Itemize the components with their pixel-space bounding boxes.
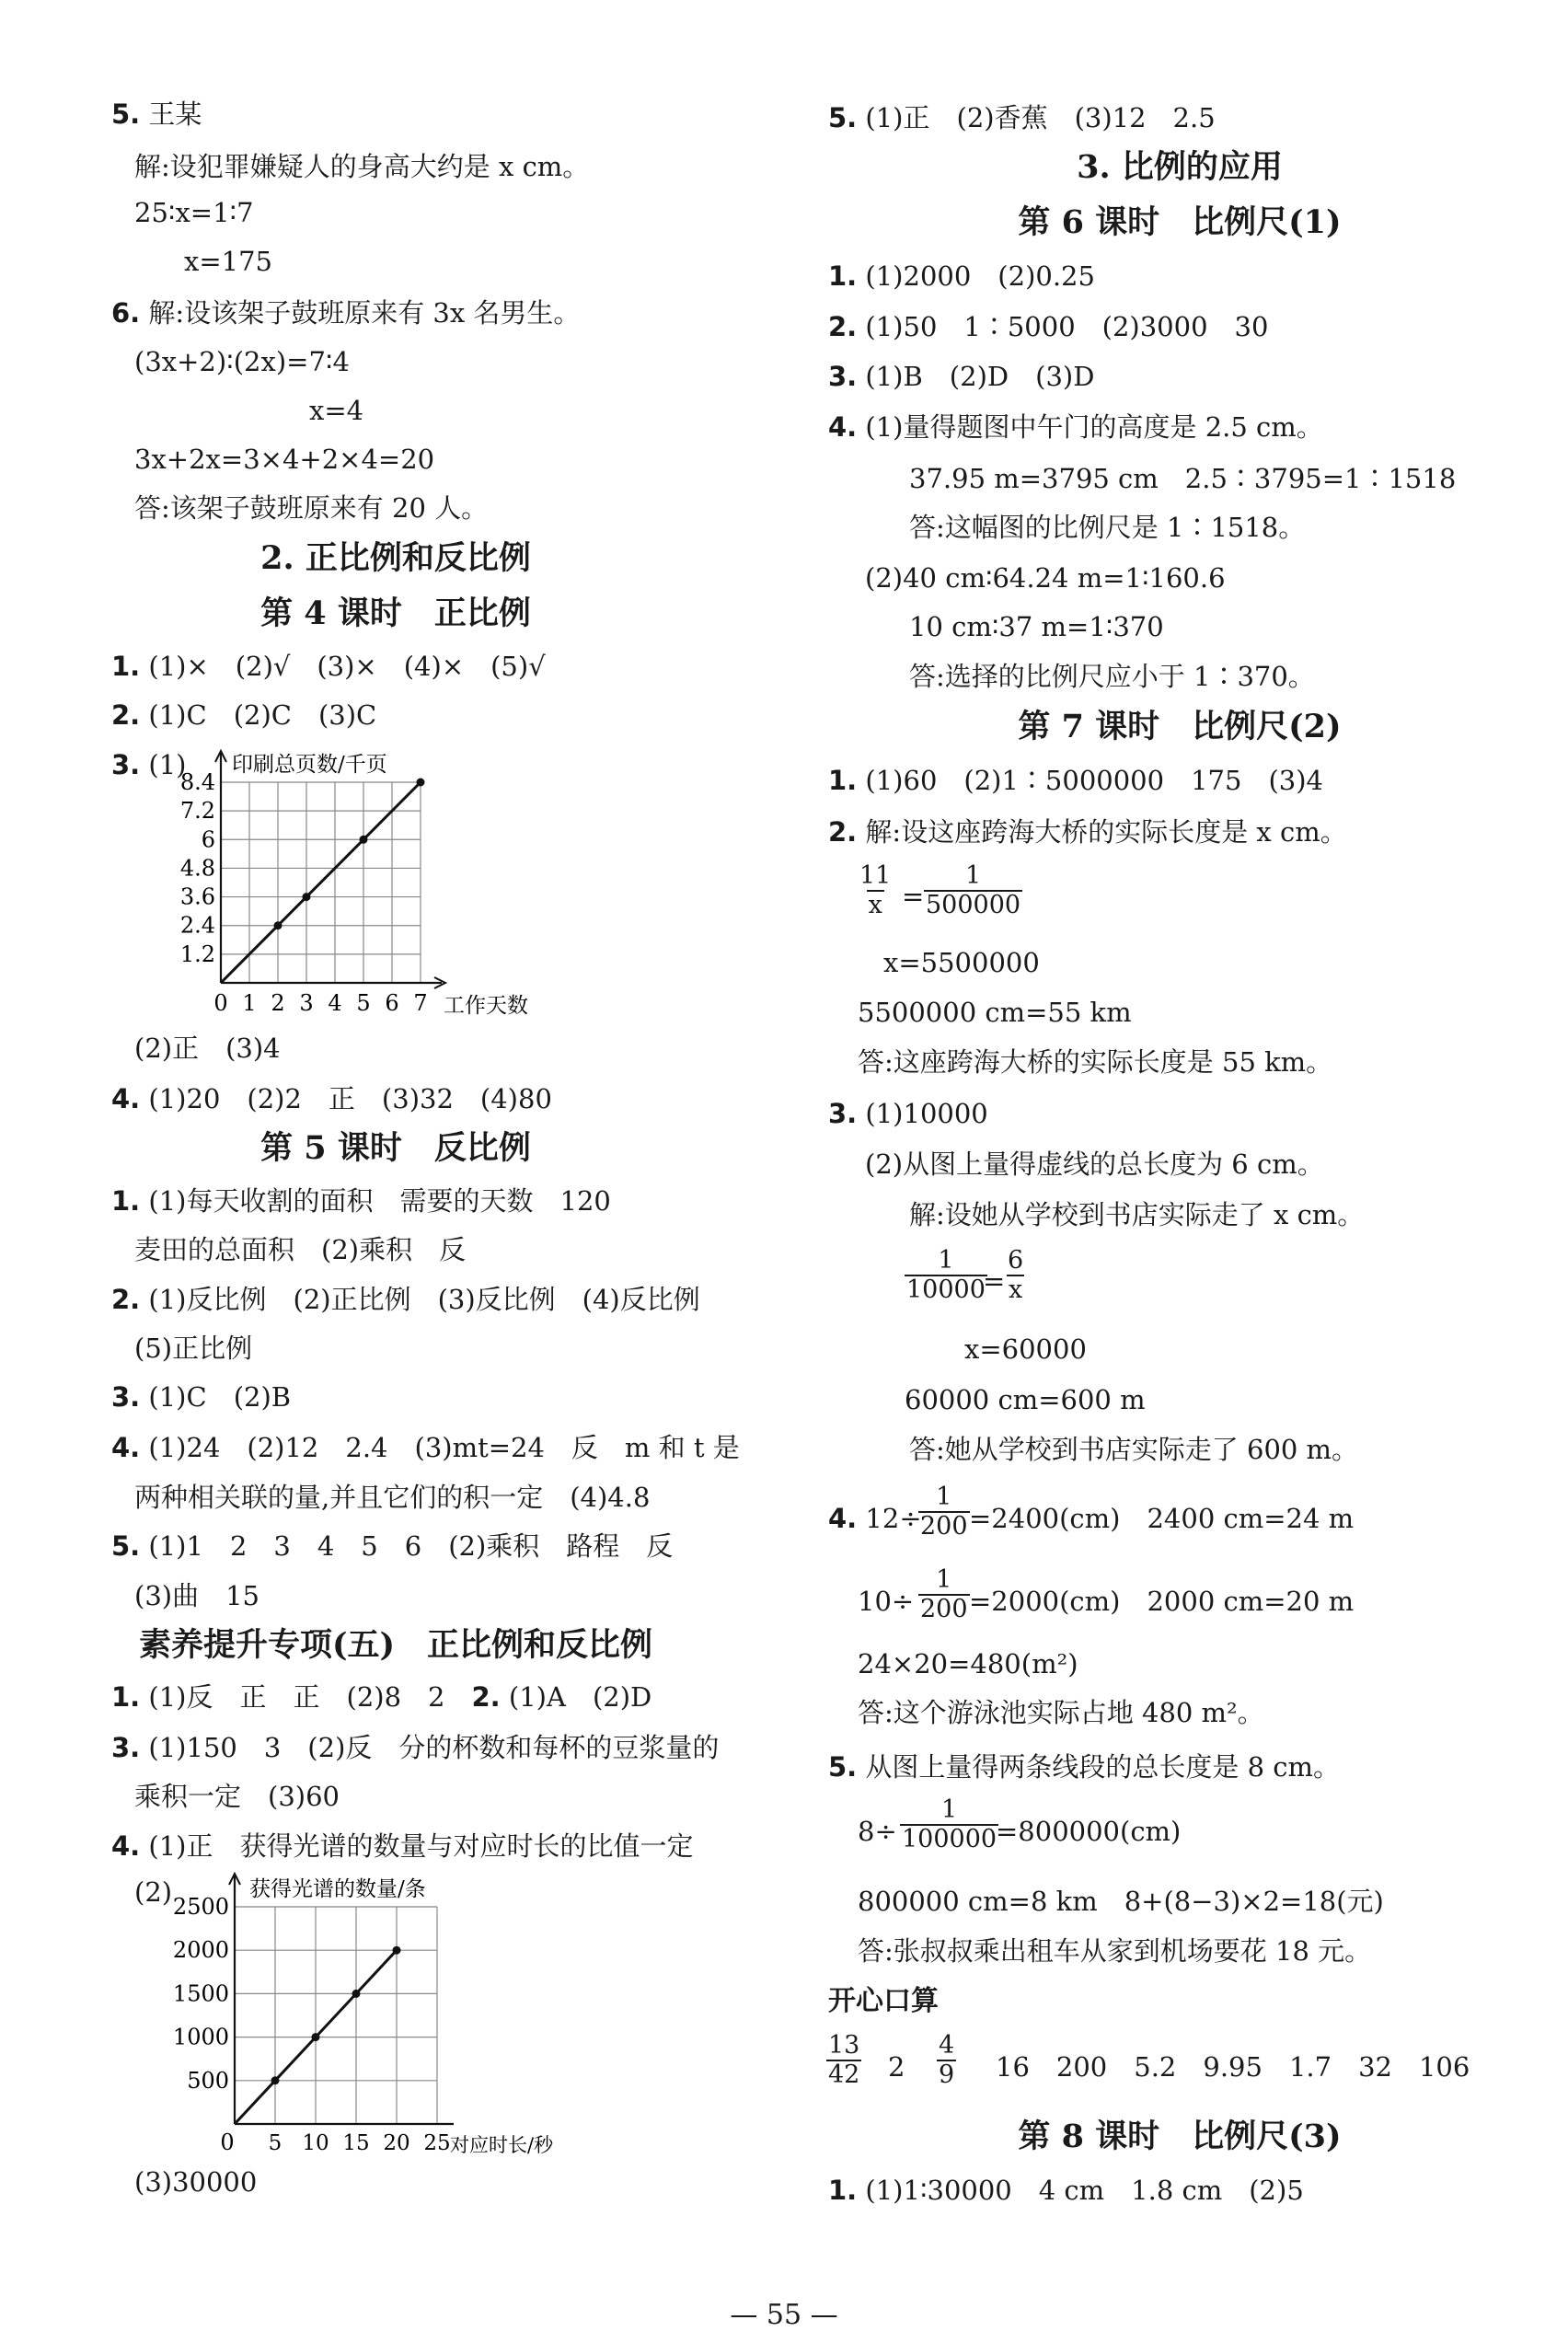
- lesson-7-heading: 第 7 课时 比例尺(2): [1018, 708, 1342, 745]
- chart-printing-pages: [166, 745, 571, 1021]
- l7-q3-eq2: x=60000: [964, 1333, 1087, 1365]
- data-point: [360, 836, 368, 844]
- l7-q5: 5. 从图上量得两条线段的总长度是 8 cm。: [828, 1751, 1341, 1783]
- x-axis-label: 工作天数: [444, 994, 528, 1018]
- y-tick-label: 8.4: [179, 769, 215, 795]
- l6-q4-l2: 37.95 m=3795 cm 2.5∶3795=1∶1518: [909, 463, 1457, 494]
- l4-q3-after: (2)正 (3)4: [134, 1033, 281, 1064]
- l6-q1: 1. (1)2000 (2)0.25: [828, 260, 1095, 292]
- l7-q5-answer: 答:张叔叔乘出租车从家到机场要花 18 元。: [858, 1935, 1372, 1967]
- sp-q1-q2: 1. (1)反 正 正 (2)8 2 2. (1)A (2)D: [111, 1681, 652, 1713]
- l7-q2-eq2: x=5500000: [883, 947, 1040, 978]
- q5-answer: 王某: [148, 98, 202, 130]
- mental-math-title: 开心口算: [828, 1985, 939, 2017]
- x-tick-label: 7: [413, 990, 428, 1016]
- x-tick-label: 25: [423, 2131, 451, 2155]
- special-topic-heading: 素养提升专项(五) 正比例和反比例: [138, 1626, 653, 1664]
- chart-spectrum-count: [161, 1868, 554, 2156]
- r-q5: 5. (1)正 (2)香蕉 (3)12 2.5: [828, 102, 1216, 133]
- x-tick-label: 6: [385, 990, 399, 1016]
- l7-q4-b2: =2000(cm) 2000 cm=20 m: [969, 1586, 1355, 1617]
- q5-eq1: 25∶x=1∶7: [134, 197, 254, 228]
- x-tick-label: 5: [268, 2131, 282, 2155]
- l7-q2-answer: 答:这座跨海大桥的实际长度是 55 km。: [858, 1046, 1333, 1078]
- x-tick-label: 2: [271, 990, 285, 1016]
- l5-q5: 5. (1)1 2 3 4 5 6 (2)乘积 路程 反: [111, 1530, 674, 1562]
- l6-q4-l3: 答:这幅图的比例尺是 1∶1518。: [909, 512, 1306, 543]
- x-tick-label: 4: [328, 990, 342, 1016]
- q6-eq2: x=4: [309, 395, 364, 426]
- l7-q3-answer: 答:她从学校到书店实际走了 600 m。: [909, 1434, 1359, 1465]
- q6-line: 6. 解:设该架子鼓班原来有 3x 名男生。: [111, 297, 581, 329]
- y-tick-label: 1000: [172, 2024, 229, 2050]
- l7-q4-frac-a: $\frac{1}{200}$: [920, 1483, 968, 1541]
- l7-q1: 1. (1)60 (2)1∶5000000 175 (3)4: [828, 765, 1323, 796]
- x-axis-label: 对应时长/秒: [450, 2134, 554, 2156]
- l4-q4: 4. (1)20 (2)2 正 (3)32 (4)80: [111, 1083, 552, 1114]
- lesson-5-heading: 第 5 课时 反比例: [260, 1129, 531, 1167]
- data-point: [312, 2033, 320, 2041]
- l7-q5-frac: $\frac{1}{100000}$: [902, 1795, 997, 1853]
- l5-q1-cont: 麦田的总面积 (2)乘积 反: [134, 1234, 467, 1265]
- l7-q2-frac1: $\frac{11}{x}$: [859, 861, 892, 919]
- series-line: [221, 782, 421, 983]
- l5-q4-cont: 两种相关联的量,并且它们的积一定 (4)4.8: [134, 1482, 651, 1513]
- section-heading-3: 3. 比例的应用: [1077, 148, 1283, 186]
- l5-q3: 3. (1)C (2)B: [111, 1381, 292, 1413]
- x-tick-label: 0: [213, 990, 228, 1016]
- lesson-4-heading: 第 4 课时 正比例: [260, 594, 531, 632]
- sp-q4-after: (3)30000: [134, 2166, 258, 2198]
- y-tick-label: 1500: [172, 1980, 229, 2007]
- l7-q4-answer: 答:这个游泳池实际占地 480 m²。: [858, 1697, 1264, 1728]
- x-tick-label: 5: [356, 990, 371, 1016]
- l7-q2-eq3: 5500000 cm=55 km: [858, 997, 1132, 1028]
- l7-q5-a2: =800000(cm): [996, 1816, 1182, 1847]
- l4-q3: 3. (1): [111, 749, 187, 780]
- sp-q3-cont: 乘积一定 (3)60: [134, 1781, 340, 1812]
- y-tick-label: 4.8: [179, 855, 215, 882]
- l7-q4-a2: =2400(cm) 2400 cm=24 m: [969, 1503, 1355, 1534]
- q5-solution: 解:设犯罪嫌疑人的身高大约是 x cm。: [134, 151, 590, 182]
- section-heading-2: 2. 正比例和反比例: [260, 539, 531, 577]
- mental-rest: 16 200 5.2 9.95 1.7 32 106: [996, 2051, 1470, 2083]
- x-tick-label: 20: [383, 2131, 410, 2155]
- lesson-6-heading: 第 6 课时 比例尺(1): [1018, 203, 1342, 241]
- sp-q4: 4. (1)正 获得光谱的数量与对应时长的比值一定: [111, 1830, 694, 1862]
- q6-answer: 答:该架子鼓班原来有 20 人。: [134, 492, 489, 524]
- l7-q2: 2. 解:设这座跨海大桥的实际长度是 x cm。: [828, 816, 1347, 848]
- y-axis-label: 印刷总页数/千页: [232, 753, 387, 777]
- lesson-8-heading: 第 8 课时 比例尺(3): [1018, 2118, 1342, 2155]
- y-tick-label: 7.2: [179, 798, 215, 825]
- l7-q3-l2: (2)从图上量得虚线的总长度为 6 cm。: [865, 1148, 1324, 1180]
- l5-q2-cont: (5)正比例: [134, 1333, 253, 1364]
- q5-eq2: x=175: [184, 246, 273, 277]
- mental-v1: 2: [888, 2051, 905, 2083]
- q6-eq3: 3x+2x=3×4+2×4=20: [134, 444, 435, 475]
- origin-label: 0: [220, 2129, 235, 2155]
- y-axis-label: 获得光谱的数量/条: [249, 1877, 426, 1901]
- l5-q5-cont: (3)曲 15: [134, 1580, 259, 1611]
- l7-q5-b: 800000 cm=8 km 8+(8−3)×2=18(元): [858, 1886, 1384, 1917]
- l7-q3-l3: 解:设她从学校到书店实际走了 x cm。: [909, 1199, 1365, 1230]
- l4-q1: 1. (1)× (2)√ (3)× (4)× (5)√: [111, 651, 546, 682]
- page-number: — 55 —: [730, 2299, 838, 2331]
- l7-q2-frac2: $\frac{1}{500000}$: [926, 861, 1021, 919]
- l7-q3-eq3: 60000 cm=600 m: [905, 1384, 1146, 1415]
- y-tick-label: 1.2: [179, 941, 215, 967]
- l6-q4: 4. (1)量得题图中午门的高度是 2.5 cm。: [828, 411, 1323, 443]
- y-tick-label: 6: [201, 826, 215, 853]
- data-point: [393, 1946, 401, 1955]
- y-tick-label: 2500: [172, 1894, 229, 1920]
- l8-q1: 1. (1)1∶30000 4 cm 1.8 cm (2)5: [828, 2175, 1304, 2206]
- l7-q3: 3. (1)10000: [828, 1098, 988, 1129]
- mental-frac2: $\frac{4}{9}$: [939, 2031, 955, 2089]
- l7-q4-c: 24×20=480(m²): [858, 1648, 1078, 1679]
- sp-q3: 3. (1)150 3 (2)反 分的杯数和每杯的豆浆量的: [111, 1732, 720, 1763]
- l6-q4-l6: 答:选择的比例尺应小于 1∶370。: [909, 661, 1315, 692]
- l7-q3-frac1: $\frac{1}{10000}$: [906, 1246, 986, 1304]
- l6-q4-l4: (2)40 cm∶64.24 m=1∶160.6: [865, 562, 1226, 594]
- l7-q5-a1: 8÷: [858, 1816, 897, 1847]
- x-tick-label: 1: [242, 990, 257, 1016]
- l6-q2: 2. (1)50 1∶5000 (2)3000 30: [828, 311, 1269, 342]
- l5-q2: 2. (1)反比例 (2)正比例 (3)反比例 (4)反比例: [111, 1284, 700, 1315]
- mental-frac1: $\frac{13}{42}$: [828, 2031, 860, 2089]
- l7-q3-eqsign: =: [983, 1265, 1006, 1297]
- l4-q2: 2. (1)C (2)C (3)C: [111, 699, 377, 731]
- l6-q3: 3. (1)B (2)D (3)D: [828, 361, 1095, 392]
- l5-q4: 4. (1)24 (2)12 2.4 (3)mt=24 反 m 和 t 是: [111, 1432, 740, 1463]
- y-tick-label: 3.6: [179, 883, 215, 910]
- x-tick-label: 10: [302, 2131, 329, 2155]
- l7-q4-frac-b: $\frac{1}{200}$: [920, 1565, 968, 1623]
- q5-line: 5. 王某: [111, 98, 202, 130]
- q6-eq1: (3x+2)∶(2x)=7∶4: [134, 346, 350, 377]
- data-point: [274, 921, 282, 929]
- data-point: [352, 1990, 361, 1998]
- sp-q4-sub: (2): [134, 1876, 173, 1908]
- data-point: [271, 2076, 280, 2084]
- l7-q3-frac2: $\frac{6}{x}$: [1008, 1246, 1024, 1304]
- l7-q2-eqsign: =: [902, 881, 925, 912]
- x-tick-label: 3: [299, 990, 314, 1016]
- l6-q4-l5: 10 cm∶37 m=1∶370: [909, 611, 1164, 642]
- l7-q4-a: 4. 12÷: [828, 1503, 922, 1534]
- data-point: [303, 893, 311, 901]
- x-tick-label: 15: [342, 2131, 370, 2155]
- y-tick-label: 500: [187, 2067, 229, 2094]
- data-point: [417, 779, 425, 787]
- y-tick-label: 2.4: [179, 912, 215, 939]
- l7-q4-b: 10÷: [858, 1586, 915, 1617]
- l5-q1: 1. (1)每天收割的面积 需要的天数 120: [111, 1185, 611, 1217]
- y-tick-label: 2000: [172, 1937, 229, 1964]
